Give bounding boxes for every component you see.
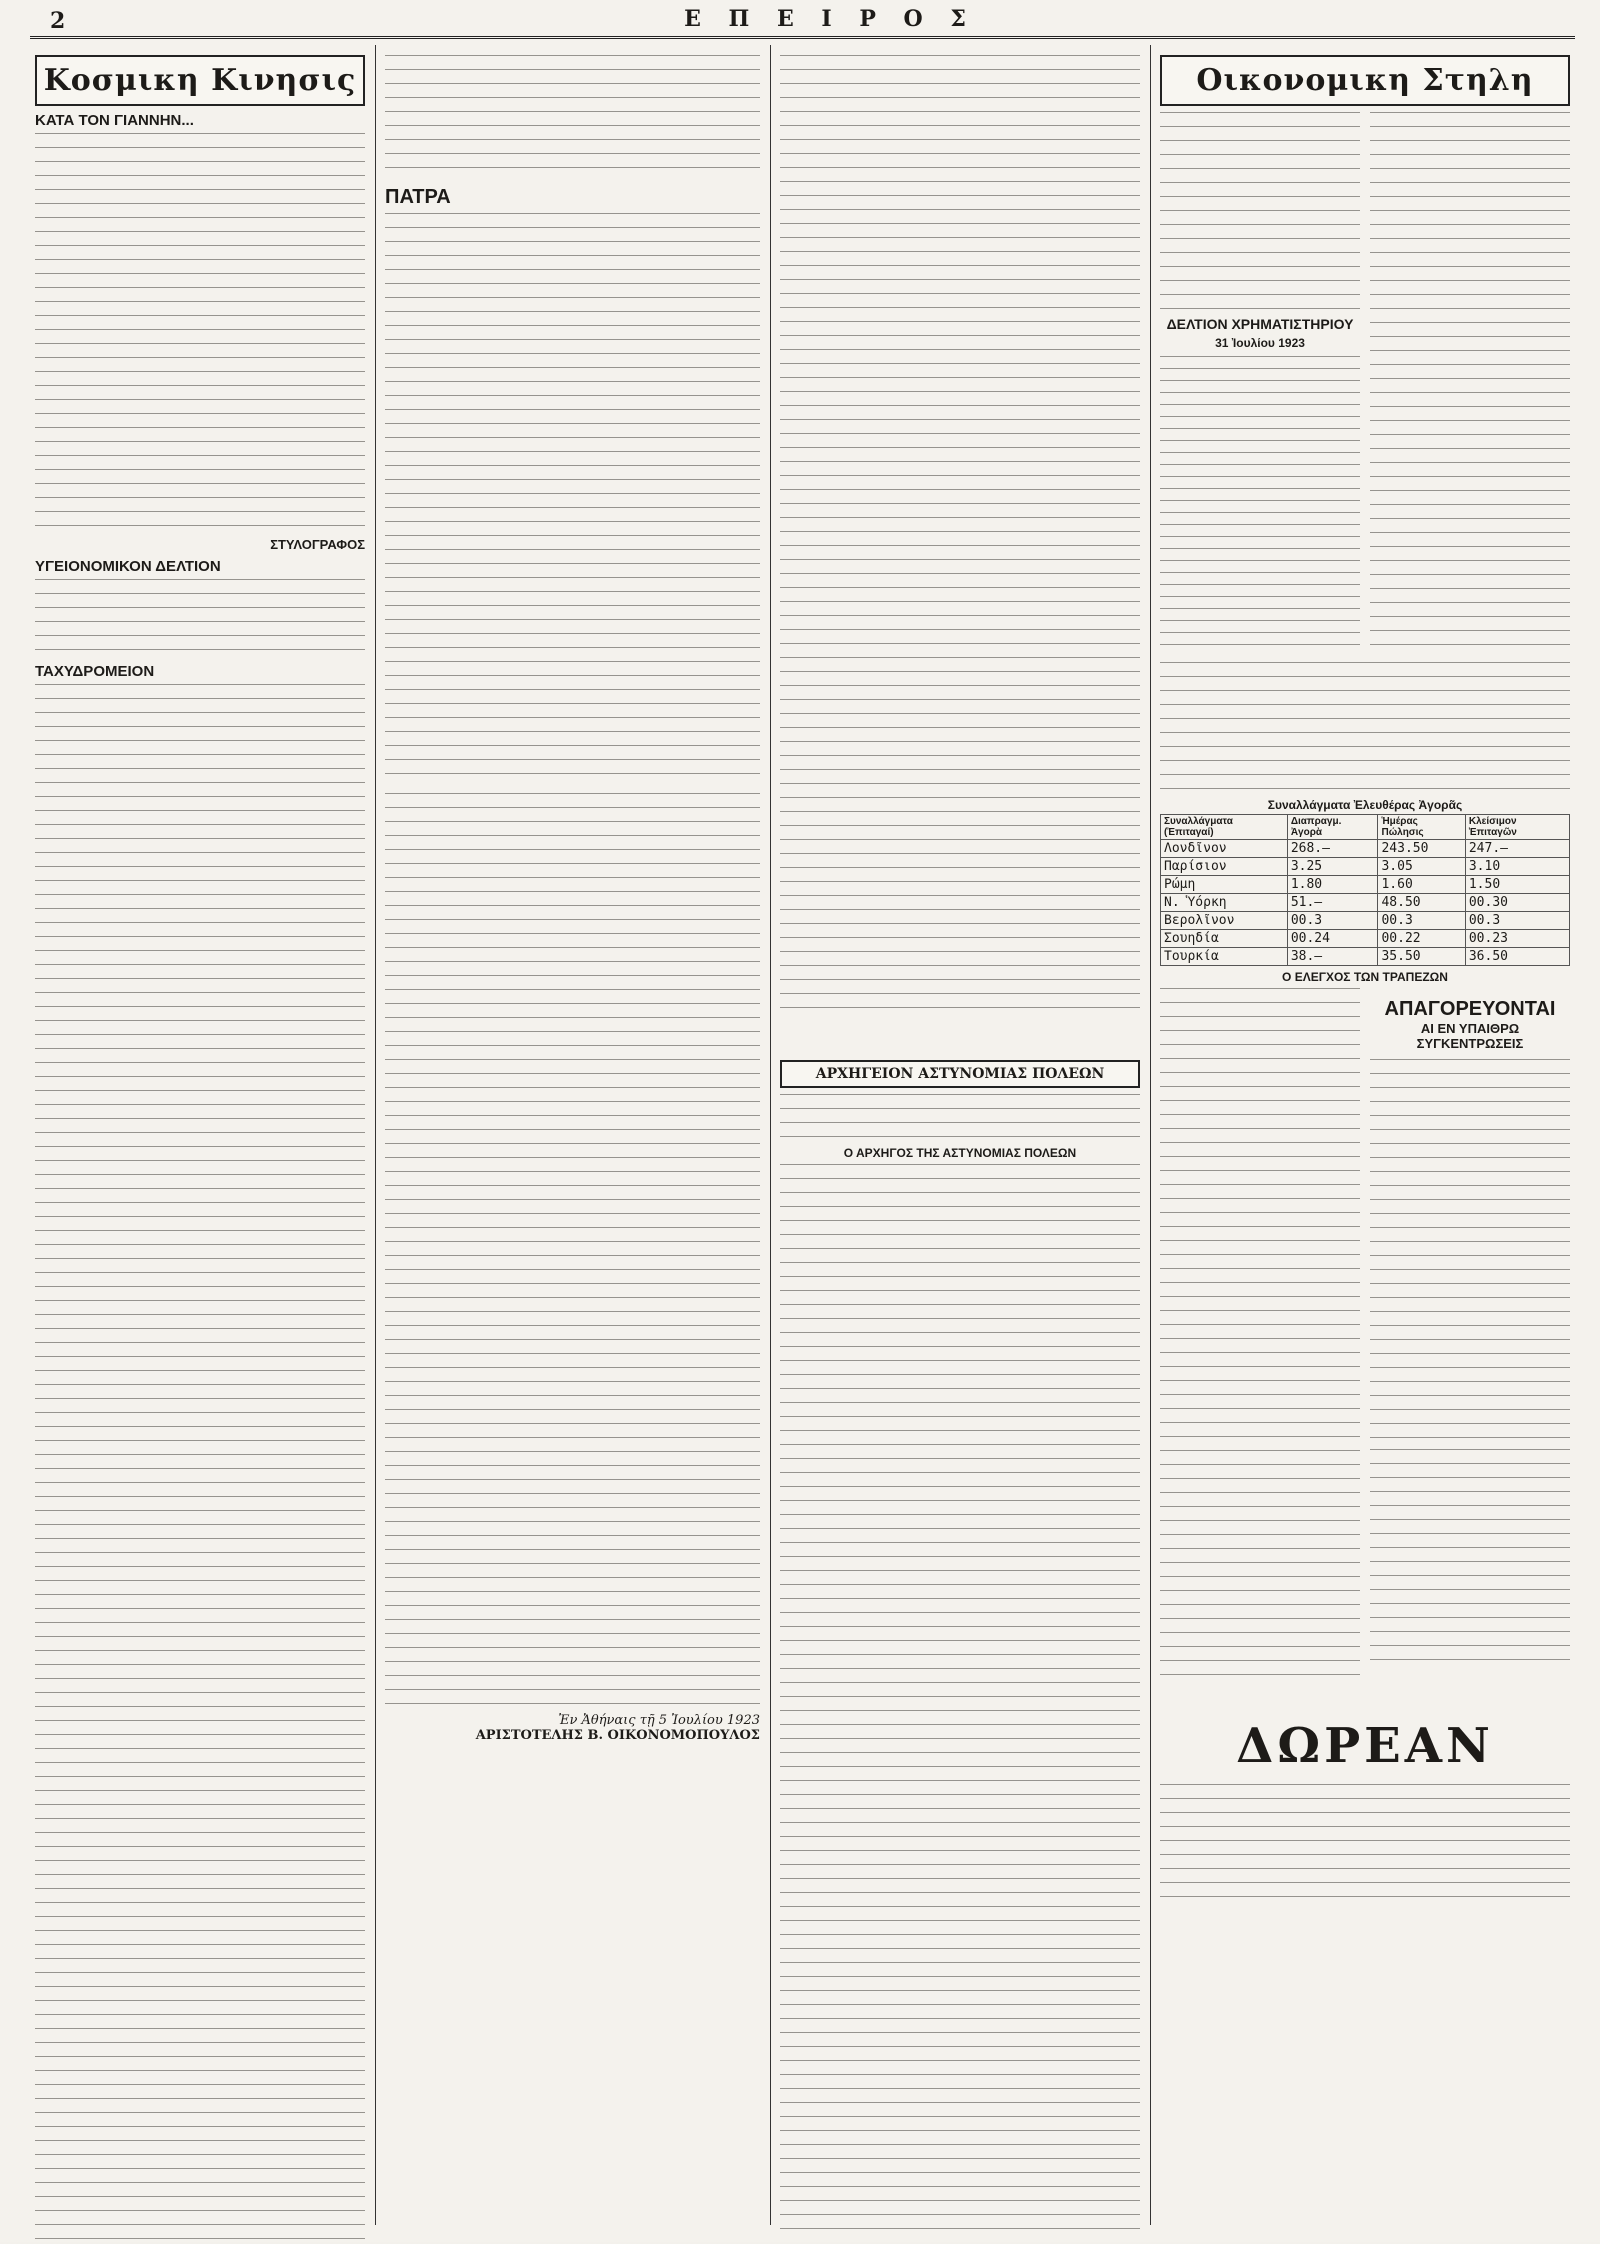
forbidden-title: ΑΠΑΓΟΡΕΥΟΝΤΑΙ [1384,998,1556,1020]
notice-text [780,1094,1140,1142]
article-text [780,55,1140,1015]
exchange-note: Ο ΕΛΕΓΧΟΣ ΤΩΝ ΤΡΑΠΕΖΩΝ [1282,970,1448,984]
cell: 00.23 [1465,930,1569,948]
cell: 00.3 [1378,912,1465,930]
cell-city: Βερολῖνον [1161,912,1288,930]
cell-city: Τουρκία [1161,948,1288,966]
market-title: Συναλλάγματα Ἐλευθέρας Ἀγορᾶς [1267,798,1463,812]
section-title-patra: ΠΑΤΡΑ [385,186,451,208]
masthead [30,6,1575,39]
cell-city: Ν. Ὑόρκη [1161,894,1288,912]
cell: 00.24 [1287,930,1378,948]
cell: 35.50 [1378,948,1465,966]
cell: 1.60 [1378,876,1465,894]
article-text [1370,1449,1570,1669]
cell: 00.3 [1287,912,1378,930]
cell: 00.30 [1465,894,1569,912]
column-2 [385,55,760,1743]
paper-name: Ε Π Ε Ι Ρ Ο Σ [684,6,976,32]
cell: 1.50 [1465,876,1569,894]
free-notice-title: ΔΩΡΕΑΝ [1236,1718,1494,1774]
table-row [1161,912,1570,930]
section-title: ΣΤΥΛΟΓΡΑΦΟΣ [270,537,365,552]
table-row [1161,930,1570,948]
cell: 3.05 [1378,858,1465,876]
column-header: Συναλλάγματα (Ἐπιταγαί) [1161,815,1288,840]
article-text [1370,112,1570,652]
column-header: Κοσμικη Κινησις [35,55,365,106]
signature-date: Ἐν Ἀθήναις τῇ 5 Ἰουλίου 1923 [558,1713,760,1728]
column-rule [770,45,771,2225]
column-rule [375,45,376,2225]
article-text [1160,988,1360,1678]
cell: 48.50 [1378,894,1465,912]
cell: 36.50 [1465,948,1569,966]
column-header: Ἡμέρας Πώλησις [1378,815,1465,840]
table-row [1161,948,1570,966]
cell: 247.— [1465,840,1569,858]
advert-text [1160,1784,1570,1904]
column-header: Κλείσιμον Ἐπιταγῶν [1465,815,1569,840]
column-header: Διαπραγμ. Ἀγορὰ [1287,815,1378,840]
forbidden-subtitle: ΑΙ ΕΝ ΥΠΑΙΘΡΩ ΣΥΓΚΕΝΤΡΩΣΕΙΣ [1416,1021,1524,1051]
cell-city: Ρώμη [1161,876,1288,894]
section-title: ΤΑΧΥΔΡΟΜΕΙΟΝ [35,663,155,680]
column-header: Οικονομικη Στηλη [1160,55,1570,106]
article-text [385,793,760,1713]
notice-text [780,1164,1140,2234]
cell: 3.25 [1287,858,1378,876]
article-text [35,684,365,2244]
page-number: 2 [50,8,66,34]
cell-city: Σουηδία [1161,930,1288,948]
article-text [35,133,365,533]
currency-table [1160,814,1570,966]
article-text [385,213,760,783]
cell: 51.— [1287,894,1378,912]
cell: 268.— [1287,840,1378,858]
signature-name: ΑΡΙΣΤΟΤΕΛΗΣ Β. ΟΙΚΟΝΟΜΟΠΟΥΛΟΣ [475,1728,760,1743]
bulletin-title: ΔΕΛΤΙΟΝ ΧΡΗΜΑΤΙΣΤΗΡΙΟΥ [1166,316,1354,332]
article-text [1160,112,1360,312]
cell: 00.3 [1465,912,1569,930]
table-row [1161,858,1570,876]
cell: 38.— [1287,948,1378,966]
cell-city: Παρίσιον [1161,858,1288,876]
bulletin-date: 31 Ἰουλίου 1923 [1215,336,1305,350]
table-header-row [1161,815,1570,840]
column-4 [1160,55,1570,1904]
table-row [1161,840,1570,858]
section-title: ΥΓΕΙΟΝΟΜΙΚΟΝ ΔΕΛΤΙΟΝ [35,558,221,575]
cell: 1.80 [1287,876,1378,894]
table-row [1161,894,1570,912]
cell: 3.10 [1465,858,1569,876]
table-row [1161,876,1570,894]
section-subtitle: ΚΑΤΑ ΤΟΝ ΓΙΑΝΝΗΝ... [35,112,194,129]
column-1 [35,55,365,2244]
article-text [1370,1059,1570,1439]
cell-city: Λονδῖνον [1161,840,1288,858]
police-header: ΑΡΧΗΓΕΙΟΝ ΑΣΤΥΝΟΜΙΑΣ ΠΟΛΕΩΝ [780,1060,1140,1088]
column-3 [780,55,1140,1015]
cell: 243.50 [1378,840,1465,858]
police-sub: Ο ΑΡΧΗΓΟΣ ΤΗΣ ΑΣΤΥΝΟΜΙΑΣ ΠΟΛΕΩΝ [843,1146,1077,1160]
article-text [35,579,365,657]
police-notice [780,1060,1140,2234]
article-text [385,55,760,180]
cell: 00.22 [1378,930,1465,948]
column-rule [1150,45,1151,2225]
stock-listings [1160,356,1360,656]
article-text [1160,662,1570,792]
